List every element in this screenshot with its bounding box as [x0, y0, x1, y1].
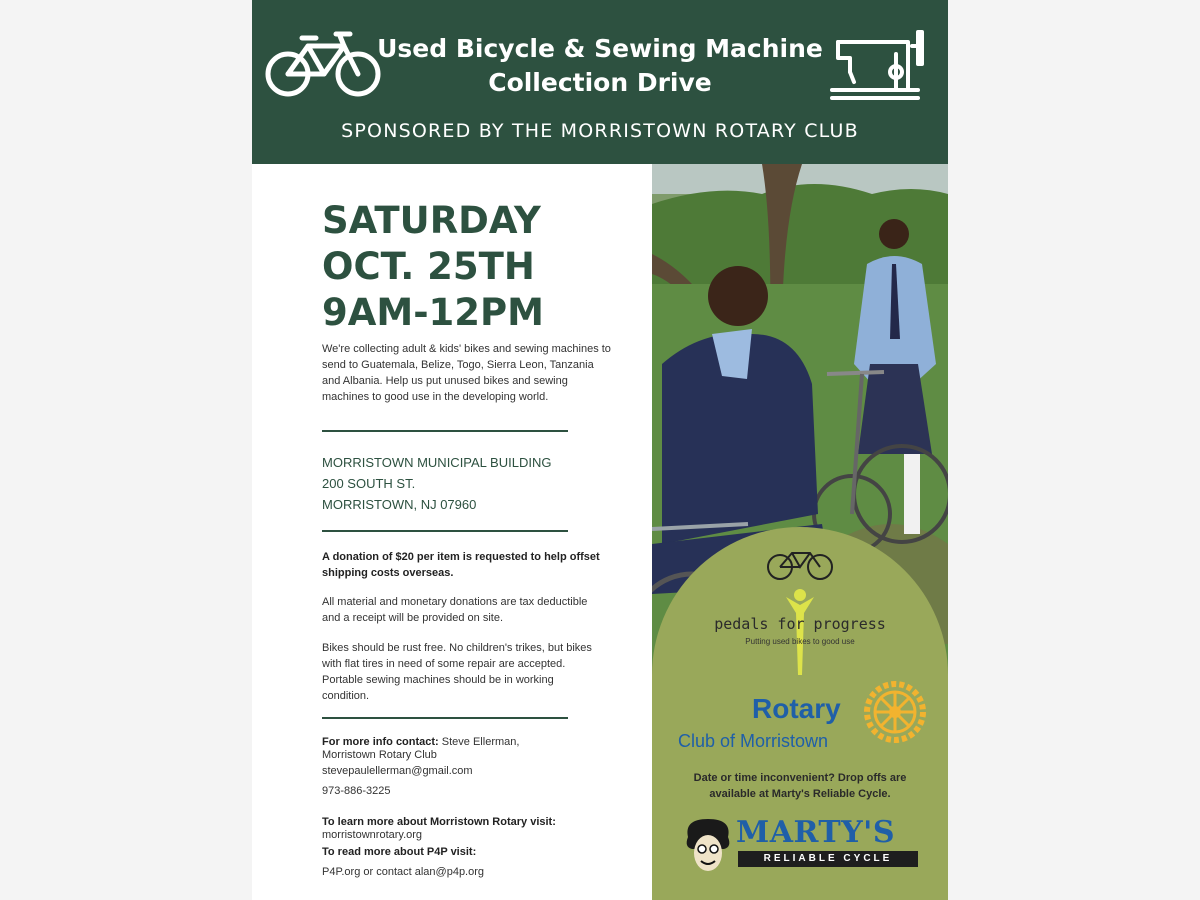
- p4p-contact[interactable]: P4P.org or contact alan@p4p.org: [322, 866, 485, 878]
- p4p-info-label: To read more about P4P visit:: [322, 846, 477, 858]
- rotary-club-name: Club of Morristown: [678, 731, 829, 751]
- martys-mascot-icon: [684, 817, 732, 875]
- event-time: 9AM-12PM: [322, 291, 544, 334]
- header-banner: [252, 0, 948, 164]
- divider: [322, 717, 568, 719]
- sponsor-line: SPONSORED BY THE MORRISTOWN ROTARY CLUB: [341, 120, 859, 142]
- contact-name: Steve Ellerman,: [438, 736, 520, 748]
- address-line-1: MORRISTOWN MUNICIPAL BUILDING: [322, 455, 552, 470]
- donation-text: [322, 549, 602, 581]
- rotary-info-label: To learn more about Morristown Rotary visit:: [322, 816, 556, 828]
- event-date-block: [322, 198, 622, 336]
- address-line-2: 200 SOUTH ST.: [322, 476, 416, 491]
- flyer: [252, 0, 948, 900]
- title-line-2: Collection Drive: [488, 68, 712, 97]
- contact-email[interactable]: stevepaulellerman@gmail.com: [322, 765, 473, 777]
- rotary-wheel-icon: [862, 679, 928, 745]
- contact-label: For more info contact:: [322, 736, 439, 748]
- address-line-3: MORRISTOWN, NJ 07960: [322, 497, 477, 512]
- bicycle-icon: [264, 28, 382, 100]
- dropoff-note: Date or time inconvenient? Drop offs are available at Marty's Reliable Cycle.: [693, 772, 907, 800]
- intro-text: We're collecting adult & kids' bikes and sewing machines to send to Guatemala, Belize, Togo, Sierra Leon, Tanzania and Albania. Help us put unused bikes and sewing machines to good use in the developing world.: [322, 343, 611, 403]
- donation-request: A donation of $20 per item is requested to help offset shipping costs overseas.: [322, 551, 600, 579]
- martys-subtitle: RELIABLE CYCLE: [738, 851, 918, 867]
- pedals-for-progress-logo-icon: [766, 547, 834, 675]
- event-title: [372, 32, 828, 100]
- contact-info: [322, 736, 612, 762]
- rotary-wordmark: Rotary: [752, 693, 841, 724]
- divider: [322, 530, 568, 532]
- partner-logos-panel: [652, 527, 948, 900]
- pedals-for-progress-tagline: Putting used bikes to good use: [745, 637, 855, 646]
- p4p-info: [322, 846, 612, 859]
- contact-phone: 973-886-3225: [322, 785, 391, 797]
- event-date: OCT. 25TH: [322, 245, 535, 288]
- tax-text: All material and monetary donations are tax deductible and a receipt will be provided on site.: [322, 596, 588, 624]
- bike-requirements-text: Bikes should be rust free. No children's trikes, but bikes with flat tires in need of some repair are accepted. Portable sewing machines should be in working condition.: [322, 642, 592, 702]
- event-day: SATURDAY: [322, 199, 541, 242]
- title-line-1: Used Bicycle & Sewing Machine: [377, 34, 823, 63]
- sewing-machine-icon: [826, 24, 930, 104]
- pedals-for-progress-name: pedals for progress: [714, 615, 886, 633]
- divider: [322, 430, 568, 432]
- rotary-info: [322, 816, 612, 842]
- address-block: [322, 452, 612, 515]
- martys-wordmark: MARTY'S: [736, 815, 895, 850]
- rotary-link[interactable]: morristownrotary.org: [322, 829, 423, 841]
- contact-org: Morristown Rotary Club: [322, 749, 437, 761]
